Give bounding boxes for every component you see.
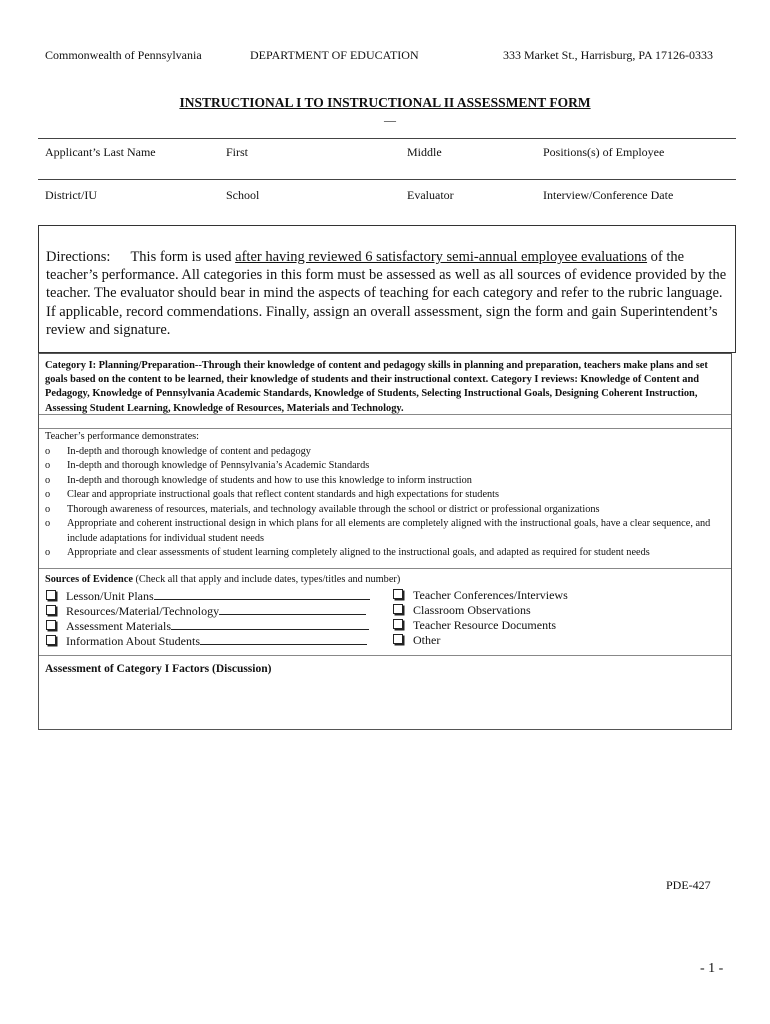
directions-text-before: This form is used — [130, 249, 236, 265]
category-description: Category I: Planning/Preparation--Through their knowledge of content and pedagogy skills in planning and preparation, teachers make plans and set goals based on the content to be learned, their knowledge of students and their instructional context. Category I reviews: Knowledge of Content and Pedagogy, Knowledge of Pennsylvania Academic Standards, Knowledge of Students, Selecting Instructional Goals, Designing Coherent Instruction, Assessing Student Learning, Knowledge of Resources, Materials and Technology. — [45, 360, 708, 414]
category-divider-3 — [39, 568, 731, 569]
header-agency: Commonwealth of Pennsylvania — [45, 48, 202, 62]
entry-line[interactable] — [171, 618, 369, 630]
bullet-icon: o — [45, 489, 51, 500]
category-divider-4 — [39, 655, 731, 656]
performance-item: Thorough awareness of resources, materials, and technology available through the school or district or professional organizations — [67, 503, 600, 515]
bullet-icon: o — [45, 503, 51, 515]
list-item — [0, 503, 770, 518]
page-number: - 1 - — [700, 961, 724, 976]
source-row-student-info[interactable] — [46, 633, 367, 649]
entry-line[interactable] — [200, 633, 367, 645]
directions-box — [38, 225, 736, 353]
source-row-other[interactable] — [393, 633, 440, 648]
performance-item: In-depth and thorough knowledge of Pennsylvania’s Academic Standards — [67, 460, 370, 471]
divider-top — [38, 138, 736, 139]
source-label: Teacher Conferences/Interviews — [413, 588, 568, 602]
assessment-discussion-area[interactable] — [39, 680, 731, 728]
sources-heading — [45, 574, 400, 585]
list-item — [0, 488, 770, 503]
checkbox-icon[interactable] — [46, 590, 56, 600]
field-evaluator: Evaluator — [407, 188, 454, 202]
list-item — [0, 445, 770, 460]
field-school: School — [226, 188, 260, 202]
category-divider-2 — [39, 428, 731, 429]
source-label: Teacher Resource Documents — [413, 618, 557, 632]
header-department: DEPARTMENT OF EDUCATION — [250, 48, 419, 62]
checkbox-icon[interactable] — [393, 604, 403, 614]
source-row-lesson-plans[interactable] — [46, 588, 370, 604]
checkbox-icon[interactable] — [393, 634, 403, 644]
bullet-icon: o — [45, 518, 51, 529]
directions-text-after: of the teacher’s performance. All categories in this form must be assessed as well as all sources of evidence provided by the teacher. The evaluator should bear in mind the aspects of teaching for each category and refer to the rubric language. If applicable, record commendations. Finally, assign an overall assessment, sign the form and gain Superintendent’s review and signature. — [46, 249, 727, 338]
form-title: INSTRUCTIONAL I TO INSTRUCTIONAL II ASSESSMENT FORM — [179, 95, 591, 110]
performance-item: In-depth and thorough knowledge of content and pedagogy — [67, 445, 311, 457]
sources-label: Sources of Evidence — [45, 574, 133, 585]
directions-underlined: after having reviewed 6 satisfactory semi-annual employee evaluations — [235, 249, 648, 265]
source-row-conferences[interactable] — [393, 588, 568, 603]
entry-line[interactable] — [219, 603, 366, 615]
list-item — [0, 546, 770, 561]
source-label: Assessment Materials — [66, 619, 171, 633]
source-label: Other — [413, 633, 441, 647]
source-row-assessment-materials[interactable] — [46, 618, 369, 634]
bullet-icon: o — [45, 445, 51, 457]
field-interview-date: Interview/Conference Date — [543, 188, 674, 202]
sources-note: (Check all that apply and include dates, types/titles and number) — [132, 574, 401, 585]
entry-line[interactable] — [154, 588, 370, 600]
checkbox-icon[interactable] — [46, 635, 56, 645]
field-last-name: Applicant’s Last Name — [45, 145, 156, 159]
checkbox-icon[interactable] — [393, 619, 403, 629]
list-item — [0, 459, 770, 474]
field-first: First — [226, 145, 249, 159]
source-row-resource-documents[interactable] — [393, 618, 556, 633]
checkbox-icon[interactable] — [393, 589, 403, 599]
performance-intro: Teacher’s performance demonstrates: — [45, 431, 200, 442]
performance-item: In-depth and thorough knowledge of students and how to use this knowledge to inform instruction — [67, 474, 472, 486]
bullet-icon: o — [45, 546, 51, 558]
list-item — [0, 517, 770, 547]
source-label: Information About Students — [66, 634, 200, 648]
list-item — [0, 474, 770, 489]
bullet-icon: o — [45, 460, 51, 471]
directions-label: Directions: — [46, 249, 111, 265]
divider-middle — [38, 179, 736, 180]
source-row-resources[interactable] — [46, 603, 366, 619]
category-divider-1 — [39, 414, 731, 415]
source-label: Classroom Observations — [413, 603, 531, 617]
checkbox-icon[interactable] — [46, 620, 56, 630]
checkbox-icon[interactable] — [46, 605, 56, 615]
performance-item: Clear and appropriate instructional goals that reflect content standards and high expectations for students — [67, 489, 500, 500]
source-label: Lesson/Unit Plans — [66, 589, 154, 603]
title-mark: — — [384, 113, 396, 127]
field-middle: Middle — [407, 145, 442, 159]
performance-item: Appropriate and clear assessments of student learning completely aligned to the instructional goals, and adapted as required for student needs — [67, 546, 650, 558]
source-label: Resources/Material/Technology — [66, 604, 220, 618]
bullet-icon: o — [45, 474, 51, 486]
field-positions: Positions(s) of Employee — [543, 145, 665, 159]
field-district: District/IU — [45, 188, 97, 202]
form-number: PDE-427 — [666, 878, 711, 892]
header-address: 333 Market St., Harrisburg, PA 17126-0333 — [503, 48, 713, 62]
assessment-heading: Assessment of Category I Factors (Discussion) — [45, 663, 272, 675]
performance-item: Appropriate and coherent instructional design in which plans for all elements are completely aligned with the instructional goals, have a clear sequence, and include adaptations for individual student needs — [67, 518, 711, 544]
source-row-observations[interactable] — [393, 603, 531, 618]
